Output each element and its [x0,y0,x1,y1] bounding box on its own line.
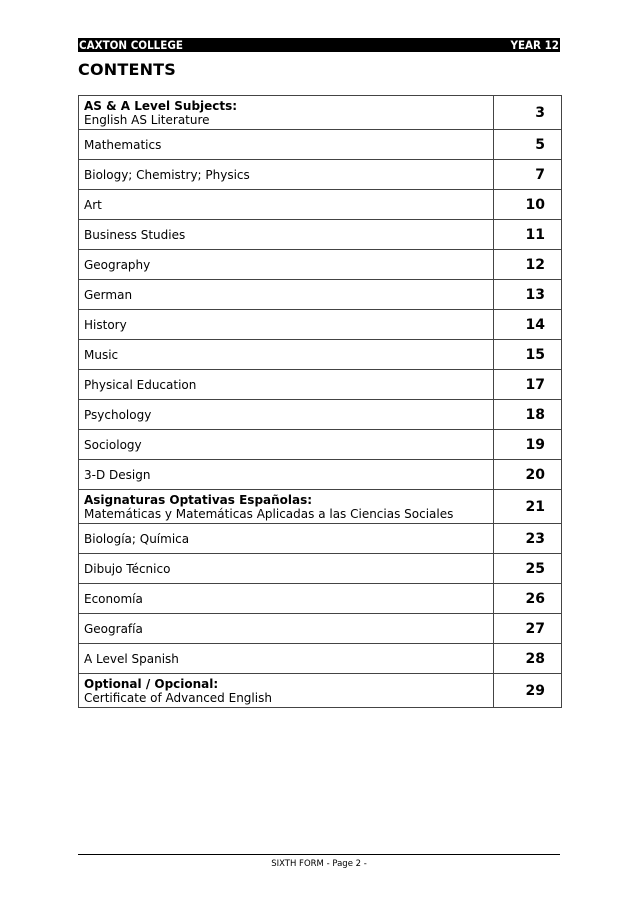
contents-row [79,340,562,370]
contents-table [78,95,562,708]
contents-row [79,584,562,614]
page-number: 12 [494,250,562,280]
contents-row [79,96,562,130]
subject-label: Art [84,197,102,212]
subject-label: Economía [84,591,143,606]
contents-entry-cell [79,400,494,430]
section-heading: Optional / Opcional: [84,676,219,691]
contents-row [79,614,562,644]
contents-row [79,160,562,190]
page-number: 14 [494,310,562,340]
page-number: 19 [494,430,562,460]
page-number: 28 [494,644,562,674]
contents-entry-cell [79,554,494,584]
contents-entry-cell [79,250,494,280]
page-number: 26 [494,584,562,614]
contents-table-body [79,96,562,708]
page-number: 29 [494,674,562,708]
contents-row [79,370,562,400]
page-number: 18 [494,400,562,430]
subject-label: Geography [84,257,151,272]
contents-entry-cell [79,310,494,340]
contents-row [79,490,562,524]
contents-entry-cell [79,370,494,400]
contents-entry-cell [79,190,494,220]
subject-label: Matemáticas y Matemáticas Aplicadas a las Ciencias Sociales [84,506,454,521]
contents-entry-cell [79,430,494,460]
subject-label: Biología; Química [84,531,190,546]
contents-row [79,524,562,554]
section-heading: Asignaturas Optativas Españolas: [84,492,313,507]
contents-row [79,554,562,584]
contents-entry-cell [79,614,494,644]
section-heading: AS & A Level Subjects: [84,98,238,113]
page-number: 15 [494,340,562,370]
subject-label: Dibujo Técnico [84,561,171,576]
subject-label: Geografía [84,621,143,636]
contents-entry-cell [79,160,494,190]
contents-row [79,674,562,708]
contents-row [79,280,562,310]
school-name: CAXTON COLLEGE [79,38,183,52]
year-label: YEAR 12 [510,38,559,52]
subject-label: English AS Literature [84,112,210,127]
contents-entry-cell [79,220,494,250]
subject-label: Sociology [84,437,142,452]
page-number: 20 [494,460,562,490]
page-number: 11 [494,220,562,250]
page-number: 17 [494,370,562,400]
subject-label: 3-D Design [84,467,151,482]
page-number: 5 [494,130,562,160]
page-number: 27 [494,614,562,644]
subject-label: Mathematics [84,137,162,152]
subject-label: Certificate of Advanced English [84,690,272,705]
page-number: 10 [494,190,562,220]
contents-entry-cell [79,490,494,524]
subject-label: Business Studies [84,227,186,242]
contents-row [79,644,562,674]
contents-row [79,460,562,490]
contents-entry-cell [79,130,494,160]
page-number: 13 [494,280,562,310]
subject-label: Music [84,347,119,362]
contents-row [79,430,562,460]
subject-label: Psychology [84,407,152,422]
footer-divider [78,854,560,855]
page-number: 7 [494,160,562,190]
page-footer: SIXTH FORM - Page 2 - [271,859,367,869]
contents-entry-cell [79,524,494,554]
subject-label: German [84,287,133,302]
contents-entry-cell [79,96,494,130]
page-number: 23 [494,524,562,554]
contents-entry-cell [79,674,494,708]
subject-label: Biology; Chemistry; Physics [84,167,250,182]
contents-row [79,190,562,220]
contents-entry-cell [79,280,494,310]
page-number: 25 [494,554,562,584]
subject-label: Physical Education [84,377,197,392]
contents-row [79,130,562,160]
page-title: CONTENTS [78,60,177,79]
page-number: 21 [494,490,562,524]
contents-entry-cell [79,340,494,370]
contents-row [79,220,562,250]
contents-row [79,250,562,280]
header-bar [78,38,560,52]
page-number: 3 [494,96,562,130]
contents-entry-cell [79,584,494,614]
contents-row [79,310,562,340]
contents-entry-cell [79,460,494,490]
subject-label: A Level Spanish [84,651,179,666]
subject-label: History [84,317,127,332]
contents-row [79,400,562,430]
contents-entry-cell [79,644,494,674]
